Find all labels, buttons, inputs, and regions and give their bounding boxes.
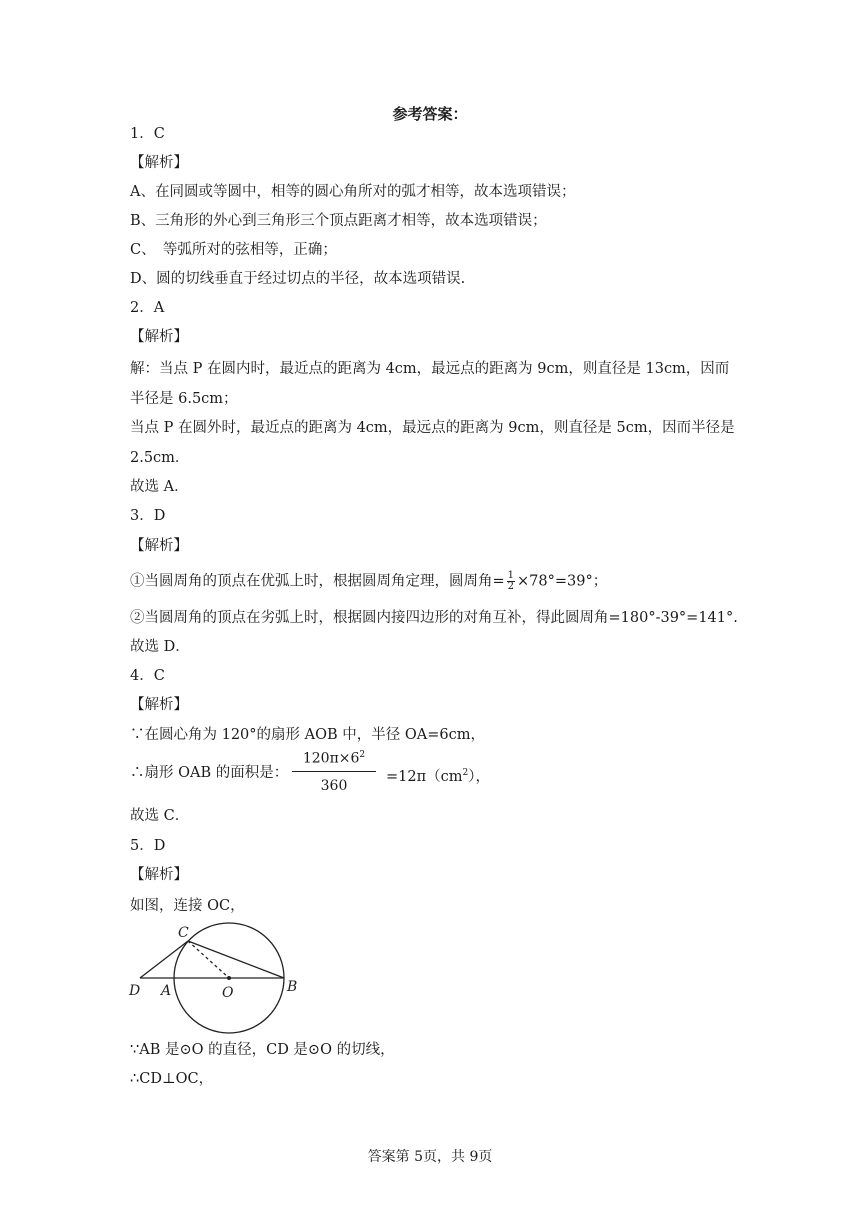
q1-option-a: A、在同圆或等圆中，相等的圆心角所对的弧才相等，故本选项错误； (130, 184, 576, 200)
q3-line-1-tail: ×78°=39°； (517, 573, 608, 590)
result-text: =12π（cm (386, 768, 463, 785)
label-d: D (129, 983, 141, 999)
page-footer: 答案第 5页，共 9页 (367, 1149, 493, 1165)
half-fraction (507, 571, 515, 592)
fraction-denominator: 2 (507, 581, 515, 592)
numerator-text: 120π×6 (302, 750, 360, 767)
q2-line-3: 当点 P 在圆外时，最近点的距离为 4cm，最远点的距离为 9cm，则直径是 5cm，因而半径是 (130, 420, 735, 436)
q5-analysis-label: 【解析】 (130, 867, 188, 883)
q3-answer: 3．D (130, 508, 166, 524)
q2-line-4: 2.5cm． (130, 450, 190, 466)
q5-line-2: ∵AB 是⊙O 的直径，CD 是⊙O 的切线， (130, 1042, 395, 1058)
q1-option-c: C、 等弧所对的弦相等，正确； (130, 242, 337, 258)
q3-line-3: 故选 D． (130, 639, 190, 655)
q4-analysis-label: 【解析】 (130, 697, 188, 713)
q4-answer: 4．C (130, 668, 165, 684)
fraction-numerator: 1 (507, 570, 515, 581)
center-point-o (227, 976, 231, 980)
q5-answer: 5．D (130, 838, 166, 854)
fraction-denominator: 360 (320, 777, 348, 794)
numerator-exponent: 2 (359, 750, 366, 760)
q1-option-d: D、圆的切线垂直于经过切点的半径，故本选项错误. (130, 271, 466, 287)
radius-oc-dashed (188, 941, 229, 978)
q5-line-3: ∴CD⊥OC， (130, 1071, 214, 1087)
q4-line-1: ∵在圆心角为 120°的扇形 AOB 中，半径 OA=6cm， (130, 727, 485, 743)
chord-cb (188, 941, 284, 978)
label-o: O (222, 985, 234, 1001)
q5-line-1: 如图，连接 OC， (130, 898, 245, 914)
page-title: 参考答案： (392, 105, 468, 123)
q1-analysis-label: 【解析】 (130, 155, 188, 171)
q2-answer: 2．A (130, 300, 165, 316)
sector-area-fraction (292, 750, 376, 794)
fraction-numerator (292, 750, 376, 772)
q1-option-b: B、三角形的外心到三角形三个顶点距离才相等，故本选项错误； (130, 213, 547, 229)
q3-line-2: ②当圆周角的顶点在劣弧上时，根据圆内接四边形的对角互补，得此圆周角=180°-39°=141°. (130, 610, 738, 626)
circle-tangent-diagram (126, 920, 306, 1038)
q4-line-2-label: ∴扇形 OAB 的面积是： (130, 765, 289, 781)
tangent-cd (140, 941, 188, 978)
q2-line-5: 故选 A． (130, 479, 189, 495)
q4-line-2-result (386, 763, 490, 787)
q2-line-2: 半径是 6.5cm； (130, 391, 238, 407)
q4-line-3: 故选 C． (130, 808, 190, 824)
label-a: A (161, 983, 172, 999)
q3-line-1 (130, 571, 607, 592)
result-exponent: 2 (462, 768, 469, 778)
q2-line-1: 解：当点 P 在圆内时，最近点的距离为 4cm，最远点的距离为 9cm，则直径是 13cm，因而 (130, 361, 730, 377)
q1-answer: 1．C (130, 126, 165, 142)
q2-analysis-label: 【解析】 (130, 329, 188, 345)
q3-analysis-label: 【解析】 (130, 538, 188, 554)
result-tail: ）， (468, 768, 490, 785)
label-b: B (287, 979, 298, 995)
q3-line-1-text: ①当圆周角的顶点在优弧上时，根据圆周角定理，圆周角= (130, 573, 505, 590)
label-c: C (178, 925, 189, 941)
